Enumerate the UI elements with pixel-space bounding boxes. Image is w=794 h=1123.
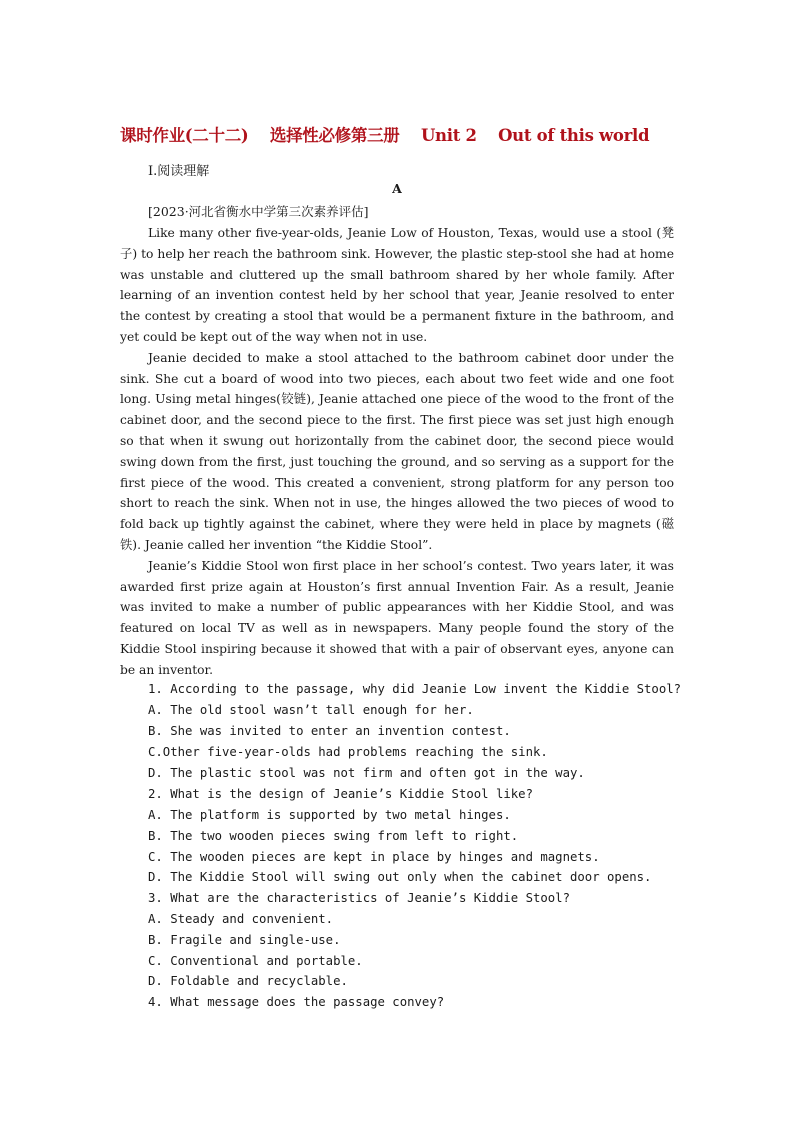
option-line: A. Steady and convenient. — [148, 912, 334, 926]
title-part2: 选择性必修第三册 — [269, 126, 400, 145]
option-line: A. The platform is supported by two metal hinges. — [148, 808, 511, 822]
paragraph: Like many other five-year-olds, Jeanie Low of Houston, Texas, would use a stool (凳子) to help her reach the bathroom sink. However, the plastic step-stool she had at home was unstable and cluttered up the small bathroom shared by her whole family. After learning of an invention contest held by her school that year, Jeanie resolved to enter the contest by creating a stool that would be a permanent fixture in the bathroom, and yet could be kept out of the way when not in use. — [120, 226, 674, 344]
page-title — [120, 122, 680, 146]
option-line: D. The plastic stool was not firm and often got in the way. — [148, 766, 585, 780]
passage-letter: A — [392, 181, 402, 196]
source-citation: [2023·河北省衡水中学第三次素养评估] — [148, 204, 369, 219]
option-line: C. Conventional and portable. — [148, 954, 363, 968]
question-line: 4. What message does the passage convey? — [148, 995, 445, 1009]
option-line: C.Other five-year-olds had problems reaching the sink. — [148, 745, 548, 759]
option-line: D. The Kiddie Stool will swing out only when the cabinet door opens. — [148, 870, 652, 884]
question-line: 2. What is the design of Jeanie’s Kiddie Stool like? — [148, 787, 533, 801]
passage-body — [120, 223, 674, 681]
option-line: B. She was invited to enter an invention contest. — [148, 724, 511, 738]
question-line: 3. What are the characteristics of Jeanie’s Kiddie Stool? — [148, 891, 570, 905]
option-line: A. The old stool wasn’t tall enough for her. — [148, 703, 474, 717]
option-line: D. Foldable and recyclable. — [148, 974, 348, 988]
option-line: B. Fragile and single-use. — [148, 933, 341, 947]
paragraph: Jeanie decided to make a stool attached to the bathroom cabinet door under the sink. She cut a board of wood into two pieces, each about two feet wide and one foot long. Using metal hinges(铰链), Jeanie attached one piece of the wood to the front of the cabinet door, and the second piece to the first. The first piece was set just high enough so that when it swung out horizontally from the cabinet door, the second piece would swing down from the first, just touching the ground, and so serving as a support for the first piece of the wood. This created a convenient, strong platform for any person too short to reach the sink. When not in use, the hinges allowed the two pieces of wood to fold back up tightly against the cabinet, where they were held in place by magnets (磁铁). Jeanie called her invention “the Kiddie Stool”. — [120, 350, 674, 552]
title-part1: 课时作业(二十二) — [120, 126, 249, 145]
paragraph: Jeanie’s Kiddie Stool won first place in her school’s contest. Two years later, it was awarded first prize again at Houston’s first annual Invention Fair. As a result, Jeanie was invited to make a number of public appearances with her Kiddie Stool, and was featured on local TV as well as in newspapers. Many people found the story of the Kiddie Stool inspiring because it showed that with a pair of observant eyes, anyone can be an inventor. — [120, 558, 674, 677]
option-line: B. The two wooden pieces swing from left to right. — [148, 829, 519, 843]
question-line: 1. According to the passage, why did Jeanie Low invent the Kiddie Stool? — [148, 682, 682, 696]
section-label: Ⅰ.阅读理解 — [148, 164, 210, 179]
title-part3: Unit 2 — [420, 126, 477, 145]
option-line: C. The wooden pieces are kept in place by hinges and magnets. — [148, 850, 600, 864]
title-part4: Out of this world — [498, 126, 650, 145]
